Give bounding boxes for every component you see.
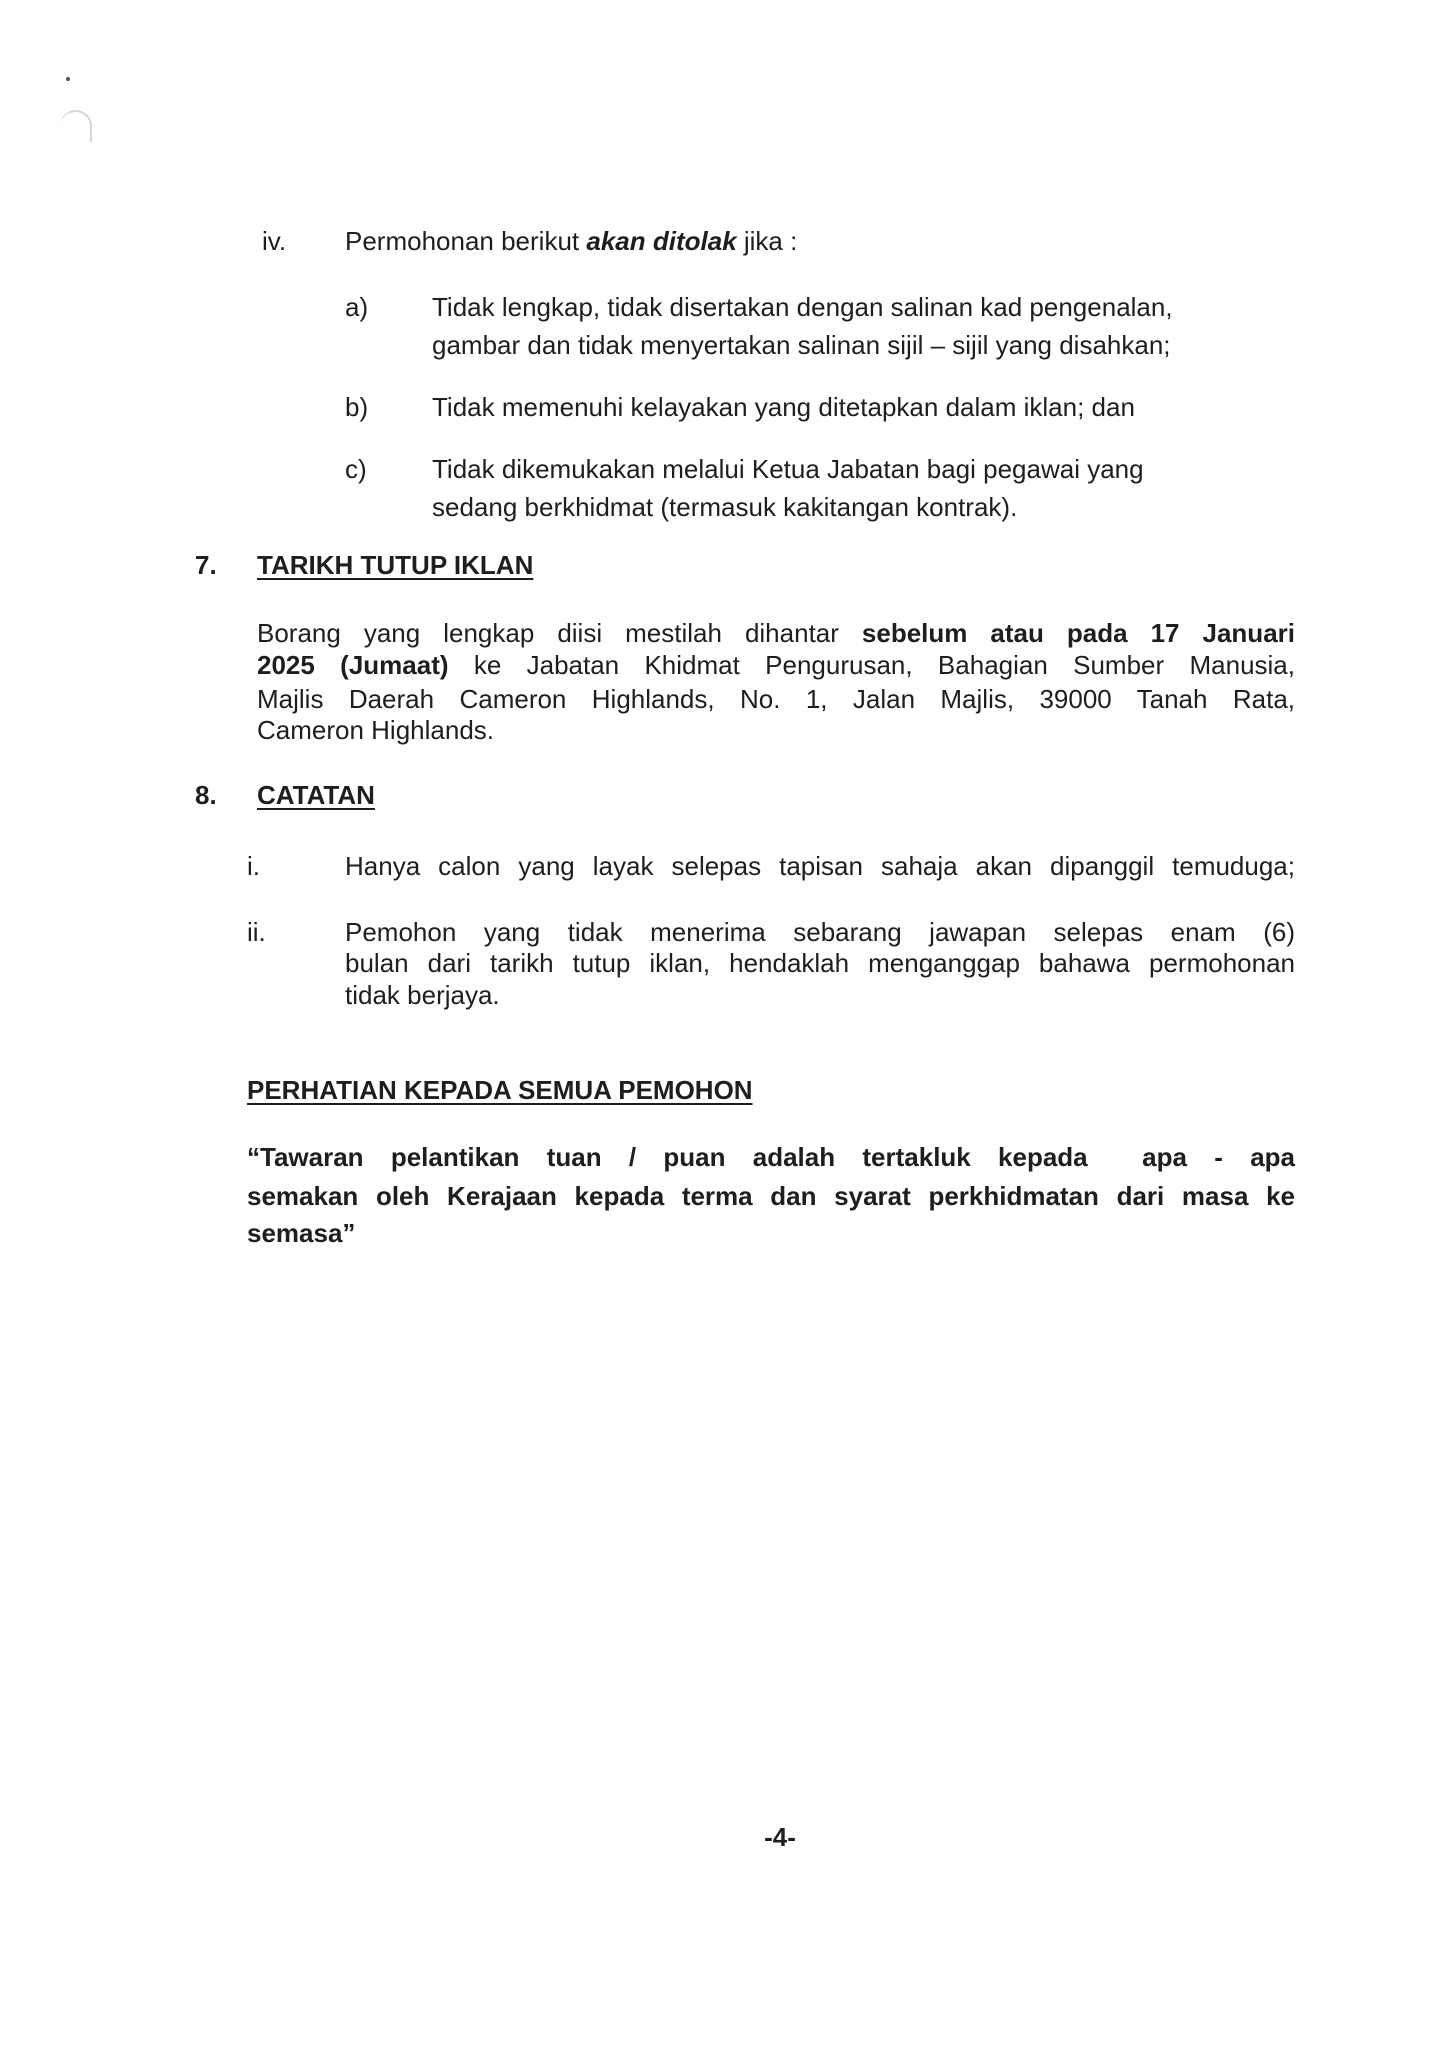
section-8-title: CATATAN — [257, 780, 375, 810]
scan-mark — [60, 110, 92, 142]
item-iv-post: jika : — [736, 226, 798, 256]
note-ii-line2: bulan dari tarikh tutup iklan, hendaklah menganggap bahawa permohonan — [345, 948, 1295, 978]
scan-speck — [66, 77, 70, 81]
sub-item-b-line1: Tidak memenuhi kelayakan yang ditetapkan dalam iklan; dan — [432, 392, 1135, 422]
sub-item-c-line2: sedang berkhidmat (termasuk kakitangan kontrak). — [432, 492, 1018, 522]
sub-item-a-marker: a) — [345, 292, 369, 322]
section-7-title: TARIKH TUTUP IKLAN — [257, 550, 534, 580]
notice-title: PERHATIAN KEPADA SEMUA PEMOHON — [247, 1075, 753, 1105]
section-7-line2-text: ke Jabatan Khidmat Pengurusan, Bahagian Sumber Manusia, — [448, 650, 1295, 680]
note-i-marker: i. — [247, 851, 260, 881]
page-number: -4- — [764, 1822, 796, 1852]
section-8-number: 8. — [195, 780, 217, 810]
sub-item-b-marker: b) — [345, 392, 369, 422]
note-i-line1: Hanya calon yang layak selepas tapisan sahaja akan dipanggil temuduga; — [345, 851, 1295, 881]
note-ii-line1: Pemohon yang tidak menerima sebarang jawapan selepas enam (6) — [345, 917, 1295, 947]
item-iv-text — [345, 226, 797, 256]
sub-item-a-line2: gambar dan tidak menyertakan salinan sijil – sijil yang disahkan; — [432, 330, 1171, 360]
section-7-line1-text: Borang yang lengkap diisi mestilah dihantar — [257, 618, 862, 648]
note-ii-line3: tidak berjaya. — [345, 980, 500, 1010]
section-7-line3: Majlis Daerah Cameron Highlands, No. 1, Jalan Majlis, 39000 Tanah Rata, — [257, 684, 1295, 714]
item-iv-pre: Permohonan berikut — [345, 226, 587, 256]
section-7-line1 — [257, 618, 1295, 648]
note-ii-marker: ii. — [247, 917, 266, 947]
closing-year-day: 2025 (Jumaat) — [257, 650, 449, 680]
sub-item-a-line1: Tidak lengkap, tidak disertakan dengan salinan kad pengenalan, — [432, 292, 1173, 322]
section-7-line4: Cameron Highlands. — [257, 715, 495, 745]
section-7-number: 7. — [195, 550, 217, 580]
notice-line2: semakan oleh Kerajaan kepada terma dan syarat perkhidmatan dari masa ke — [247, 1181, 1295, 1211]
notice-line1: “Tawaran pelantikan tuan / puan adalah tertakluk kepada apa - apa — [247, 1142, 1295, 1172]
notice-line3: semasa” — [247, 1218, 356, 1248]
section-7-line2 — [257, 650, 1295, 680]
closing-date: sebelum atau pada 17 Januari — [861, 618, 1295, 648]
item-iv-emphasis: akan ditolak — [586, 226, 737, 256]
sub-item-c-line1: Tidak dikemukakan melalui Ketua Jabatan bagi pegawai yang — [432, 454, 1144, 484]
item-iv-marker: iv. — [262, 226, 287, 256]
sub-item-c-marker: c) — [345, 454, 367, 484]
